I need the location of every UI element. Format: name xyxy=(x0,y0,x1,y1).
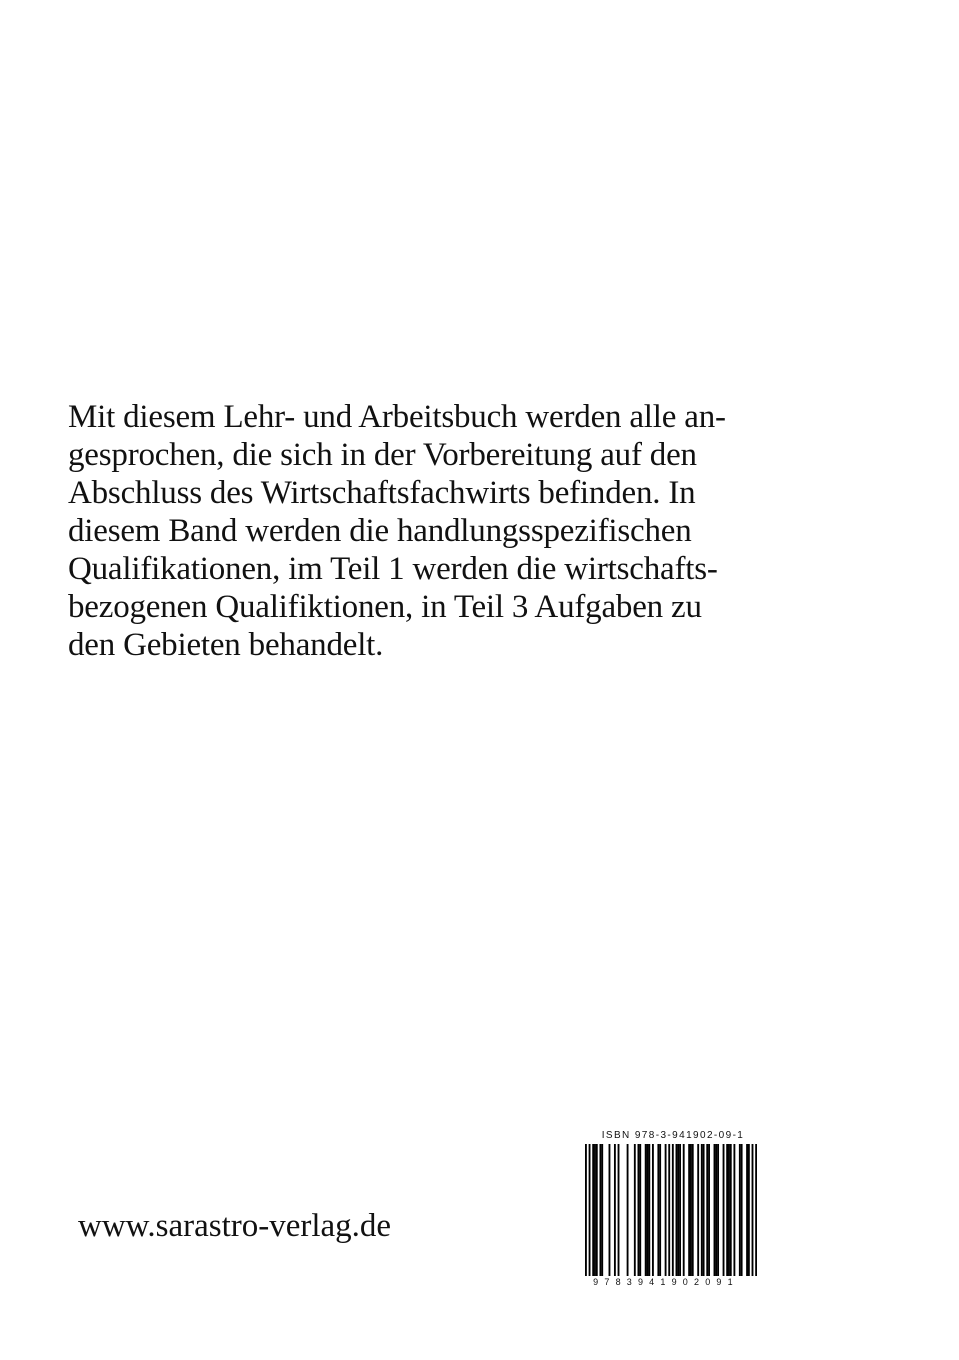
barcode-bar xyxy=(730,1144,732,1276)
barcode-bars xyxy=(585,1144,757,1276)
barcode-bar xyxy=(739,1144,741,1276)
barcode-bar xyxy=(599,1144,601,1276)
isbn-barcode xyxy=(575,1130,757,1290)
barcode-bar xyxy=(657,1144,659,1276)
barcode-bar xyxy=(683,1144,685,1276)
barcode-bar xyxy=(647,1144,649,1276)
barcode-bar xyxy=(614,1144,616,1276)
barcode-digits: 9783941902091 xyxy=(593,1277,739,1287)
barcode-bar xyxy=(708,1144,710,1276)
blurb-line: Mit diesem Lehr- und Arbeitsbuch werden alle an- xyxy=(68,399,726,435)
blurb-line: Abschluss des Wirtschaftsfachwirts befinden. In xyxy=(68,475,696,511)
barcode-bar xyxy=(690,1144,692,1276)
barcode-bar xyxy=(701,1144,703,1276)
barcode-bar xyxy=(638,1144,640,1276)
publisher-website: www.sarastro-verlag.de xyxy=(78,1208,392,1244)
barcode-bar xyxy=(679,1144,681,1276)
barcode-bar xyxy=(748,1144,750,1276)
barcode-bar xyxy=(728,1144,730,1276)
barcode-bar xyxy=(609,1144,611,1276)
barcode-bar xyxy=(677,1144,679,1276)
blurb-paragraph xyxy=(68,398,788,664)
barcode-bar xyxy=(688,1144,690,1276)
barcode-bar xyxy=(639,1144,641,1276)
barcode-bar xyxy=(652,1144,654,1276)
barcode-bar xyxy=(676,1144,678,1276)
barcode-bar xyxy=(715,1144,717,1276)
barcode-bar xyxy=(618,1144,620,1276)
barcode-bar xyxy=(726,1144,728,1276)
barcode-bar xyxy=(594,1144,596,1276)
barcode-bar xyxy=(697,1144,699,1276)
barcode-bar xyxy=(634,1144,636,1276)
barcode-bar xyxy=(752,1144,754,1276)
blurb-line: gesprochen, die sich in der Vorbereitung auf den xyxy=(68,437,697,473)
barcode-bar xyxy=(714,1144,716,1276)
barcode-bar xyxy=(703,1144,705,1276)
barcode-bar xyxy=(746,1144,748,1276)
barcode-bar xyxy=(592,1144,594,1276)
barcode-bar xyxy=(589,1144,591,1276)
barcode-bar xyxy=(596,1144,598,1276)
barcode-bar xyxy=(585,1144,587,1276)
isbn-label: ISBN 978-3-941902-09-1 xyxy=(601,1130,745,1141)
barcode-bar xyxy=(648,1144,650,1276)
blurb-line: diesem Band werden die handlungsspezifischen xyxy=(68,513,692,549)
barcode-bar xyxy=(645,1144,647,1276)
barcode-bar xyxy=(706,1144,708,1276)
barcode-bar xyxy=(672,1144,674,1276)
barcode-bar xyxy=(717,1144,719,1276)
barcode-bar xyxy=(692,1144,694,1276)
barcode-bar xyxy=(665,1144,667,1276)
barcode-bar xyxy=(659,1144,661,1276)
barcode-bar xyxy=(668,1144,670,1276)
barcode-bar xyxy=(601,1144,603,1276)
blurb-line: den Gebieten behandelt. xyxy=(68,627,384,663)
barcode-bar xyxy=(723,1144,725,1276)
barcode-bar xyxy=(627,1144,629,1276)
barcode-bar xyxy=(733,1144,735,1276)
blurb-line: Qualifikationen, im Teil 1 werden die wirtschafts- xyxy=(68,551,718,587)
barcode-bar xyxy=(755,1144,757,1276)
blurb-line: bezogenen Qualifiktionen, in Teil 3 Aufgaben zu xyxy=(68,589,702,625)
barcode-bar xyxy=(741,1144,743,1276)
